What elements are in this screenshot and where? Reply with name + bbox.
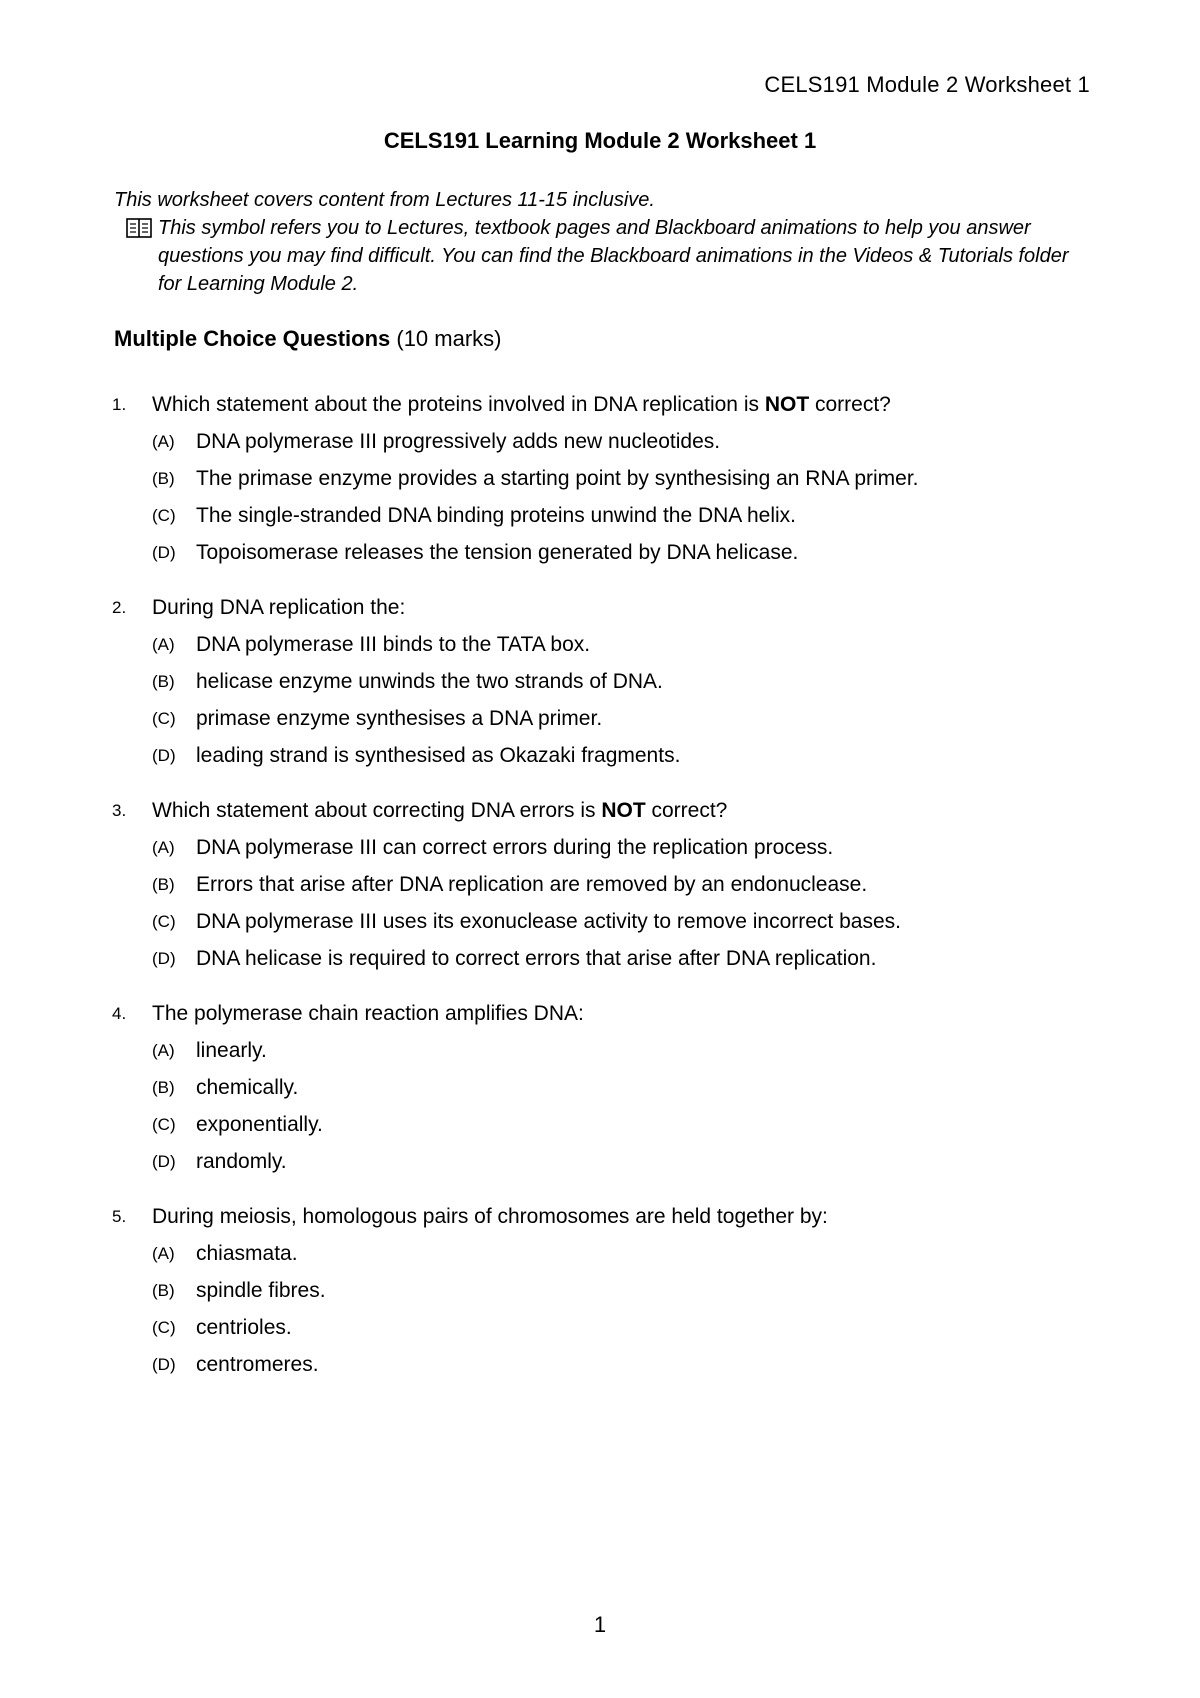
option-text: chiasmata.: [196, 1242, 298, 1265]
option-letter: (B): [152, 672, 175, 691]
option-letter: (A): [152, 1041, 175, 1060]
answer-option: [152, 667, 1102, 697]
question-emphasis: NOT: [764, 393, 810, 416]
question-text-start: Which statement about correcting DNA errors is: [152, 799, 602, 822]
option-text: DNA helicase is required to correct errors that arise after DNA replication.: [196, 947, 877, 970]
question-1: [112, 390, 1102, 568]
answer-option: [152, 427, 1102, 457]
answer-option: [152, 1239, 1102, 1269]
section-heading-marks: (10 marks): [396, 326, 502, 351]
question-stem: [112, 1202, 1102, 1232]
question-emphasis: NOT: [601, 799, 646, 822]
option-text: The primase enzyme provides a starting point by synthesising an RNA primer.: [196, 467, 919, 490]
answer-option: [152, 944, 1102, 974]
option-text: chemically.: [196, 1076, 299, 1099]
option-letter: (A): [152, 1244, 175, 1263]
answer-option: [152, 870, 1102, 900]
option-letter: (C): [152, 1318, 176, 1337]
option-text: Topoisomerase releases the tension generated by DNA helicase.: [196, 541, 799, 564]
question-text-end: correct?: [645, 799, 728, 822]
option-text: The single-stranded DNA binding proteins unwind the DNA helix.: [196, 504, 797, 527]
answer-option: [152, 464, 1102, 494]
document-title: CELS191 Learning Module 2 Worksheet 1: [383, 128, 817, 153]
option-text: leading strand is synthesised as Okazaki fragments.: [196, 744, 681, 767]
option-letter: (D): [152, 746, 176, 765]
section-heading-title: Multiple Choice Questions: [114, 326, 391, 351]
question-stem: [112, 390, 1102, 420]
option-letter: (C): [152, 709, 176, 728]
option-text: Errors that arise after DNA replication are removed by an endonuclease.: [196, 873, 868, 896]
book-icon: [126, 218, 152, 238]
answer-option: [152, 907, 1102, 937]
option-text: linearly.: [196, 1039, 267, 1062]
answer-option: [152, 1073, 1102, 1103]
intro-block: [114, 186, 1094, 298]
question-text-start: The polymerase chain reaction amplifies DNA:: [152, 1002, 584, 1025]
question-text-start: During meiosis, homologous pairs of chromosomes are held together by:: [152, 1205, 828, 1228]
reference-note: [126, 214, 1094, 298]
option-text: centrioles.: [196, 1316, 292, 1339]
option-letter: (D): [152, 543, 176, 562]
question-number: 5.: [112, 1207, 127, 1226]
answer-option: [152, 538, 1102, 568]
option-text: DNA polymerase III binds to the TATA box.: [196, 633, 591, 656]
option-letter: (B): [152, 1078, 175, 1097]
answer-option: [152, 630, 1102, 660]
answer-option: [152, 1147, 1102, 1177]
question-stem: [112, 593, 1102, 623]
option-letter: (D): [152, 1355, 176, 1374]
section-heading: [114, 326, 502, 352]
option-letter: (D): [152, 949, 176, 968]
option-letter: (A): [152, 838, 175, 857]
answer-option: [152, 1350, 1102, 1380]
option-text: helicase enzyme unwinds the two strands of DNA.: [196, 670, 663, 693]
answer-option: [152, 501, 1102, 531]
option-text: centromeres.: [196, 1353, 319, 1376]
question-text: [152, 796, 727, 826]
option-letter: (C): [152, 1115, 176, 1134]
question-number: 3.: [112, 801, 127, 820]
running-header: CELS191 Module 2 Worksheet 1: [764, 72, 1090, 97]
question-stem: [112, 999, 1102, 1029]
answer-option: [152, 704, 1102, 734]
answer-option: [152, 1313, 1102, 1343]
question-stem: [112, 796, 1102, 826]
question-2: [112, 593, 1102, 771]
option-text: DNA polymerase III progressively adds new nucleotides.: [196, 430, 721, 453]
question-number: 2.: [112, 598, 127, 617]
option-text: DNA polymerase III uses its exonuclease activity to remove incorrect bases.: [196, 910, 901, 933]
option-letter: (A): [152, 432, 175, 451]
option-text: primase enzyme synthesises a DNA primer.: [196, 707, 603, 730]
question-list: [112, 390, 1102, 1405]
page-number: 1: [593, 1612, 607, 1637]
question-text: [152, 999, 584, 1029]
question-3: [112, 796, 1102, 974]
answer-option: [152, 1036, 1102, 1066]
question-text-end: correct?: [809, 393, 891, 416]
question-5: [112, 1202, 1102, 1380]
answer-option: [152, 1110, 1102, 1140]
option-text: spindle fibres.: [196, 1279, 326, 1302]
question-text: [152, 1202, 828, 1232]
question-text-start: Which statement about the proteins involved in DNA replication is: [152, 393, 765, 416]
option-text: exponentially.: [196, 1113, 323, 1136]
reference-note-text: This symbol refers you to Lectures, textbook pages and Blackboard animations to help you answer questions you may find difficult. You can find the Blackboard animations in the Videos & Tutorials folder for Learning Module 2.: [158, 217, 1069, 295]
option-letter: (D): [152, 1152, 176, 1171]
option-letter: (A): [152, 635, 175, 654]
intro-line: This worksheet covers content from Lectures 11-15 inclusive.: [114, 189, 655, 211]
answer-option: [152, 741, 1102, 771]
question-4: [112, 999, 1102, 1177]
question-text: [152, 593, 405, 623]
option-text: DNA polymerase III can correct errors during the replication process.: [196, 836, 834, 859]
answer-option: [152, 833, 1102, 863]
answer-option: [152, 1276, 1102, 1306]
question-number: 1.: [112, 395, 127, 414]
question-text-start: During DNA replication the:: [152, 596, 406, 619]
option-text: randomly.: [196, 1150, 287, 1173]
option-letter: (B): [152, 469, 175, 488]
question-text: [152, 390, 891, 420]
question-number: 4.: [112, 1004, 127, 1023]
option-letter: (B): [152, 875, 175, 894]
option-letter: (C): [152, 912, 176, 931]
option-letter: (C): [152, 506, 176, 525]
option-letter: (B): [152, 1281, 175, 1300]
